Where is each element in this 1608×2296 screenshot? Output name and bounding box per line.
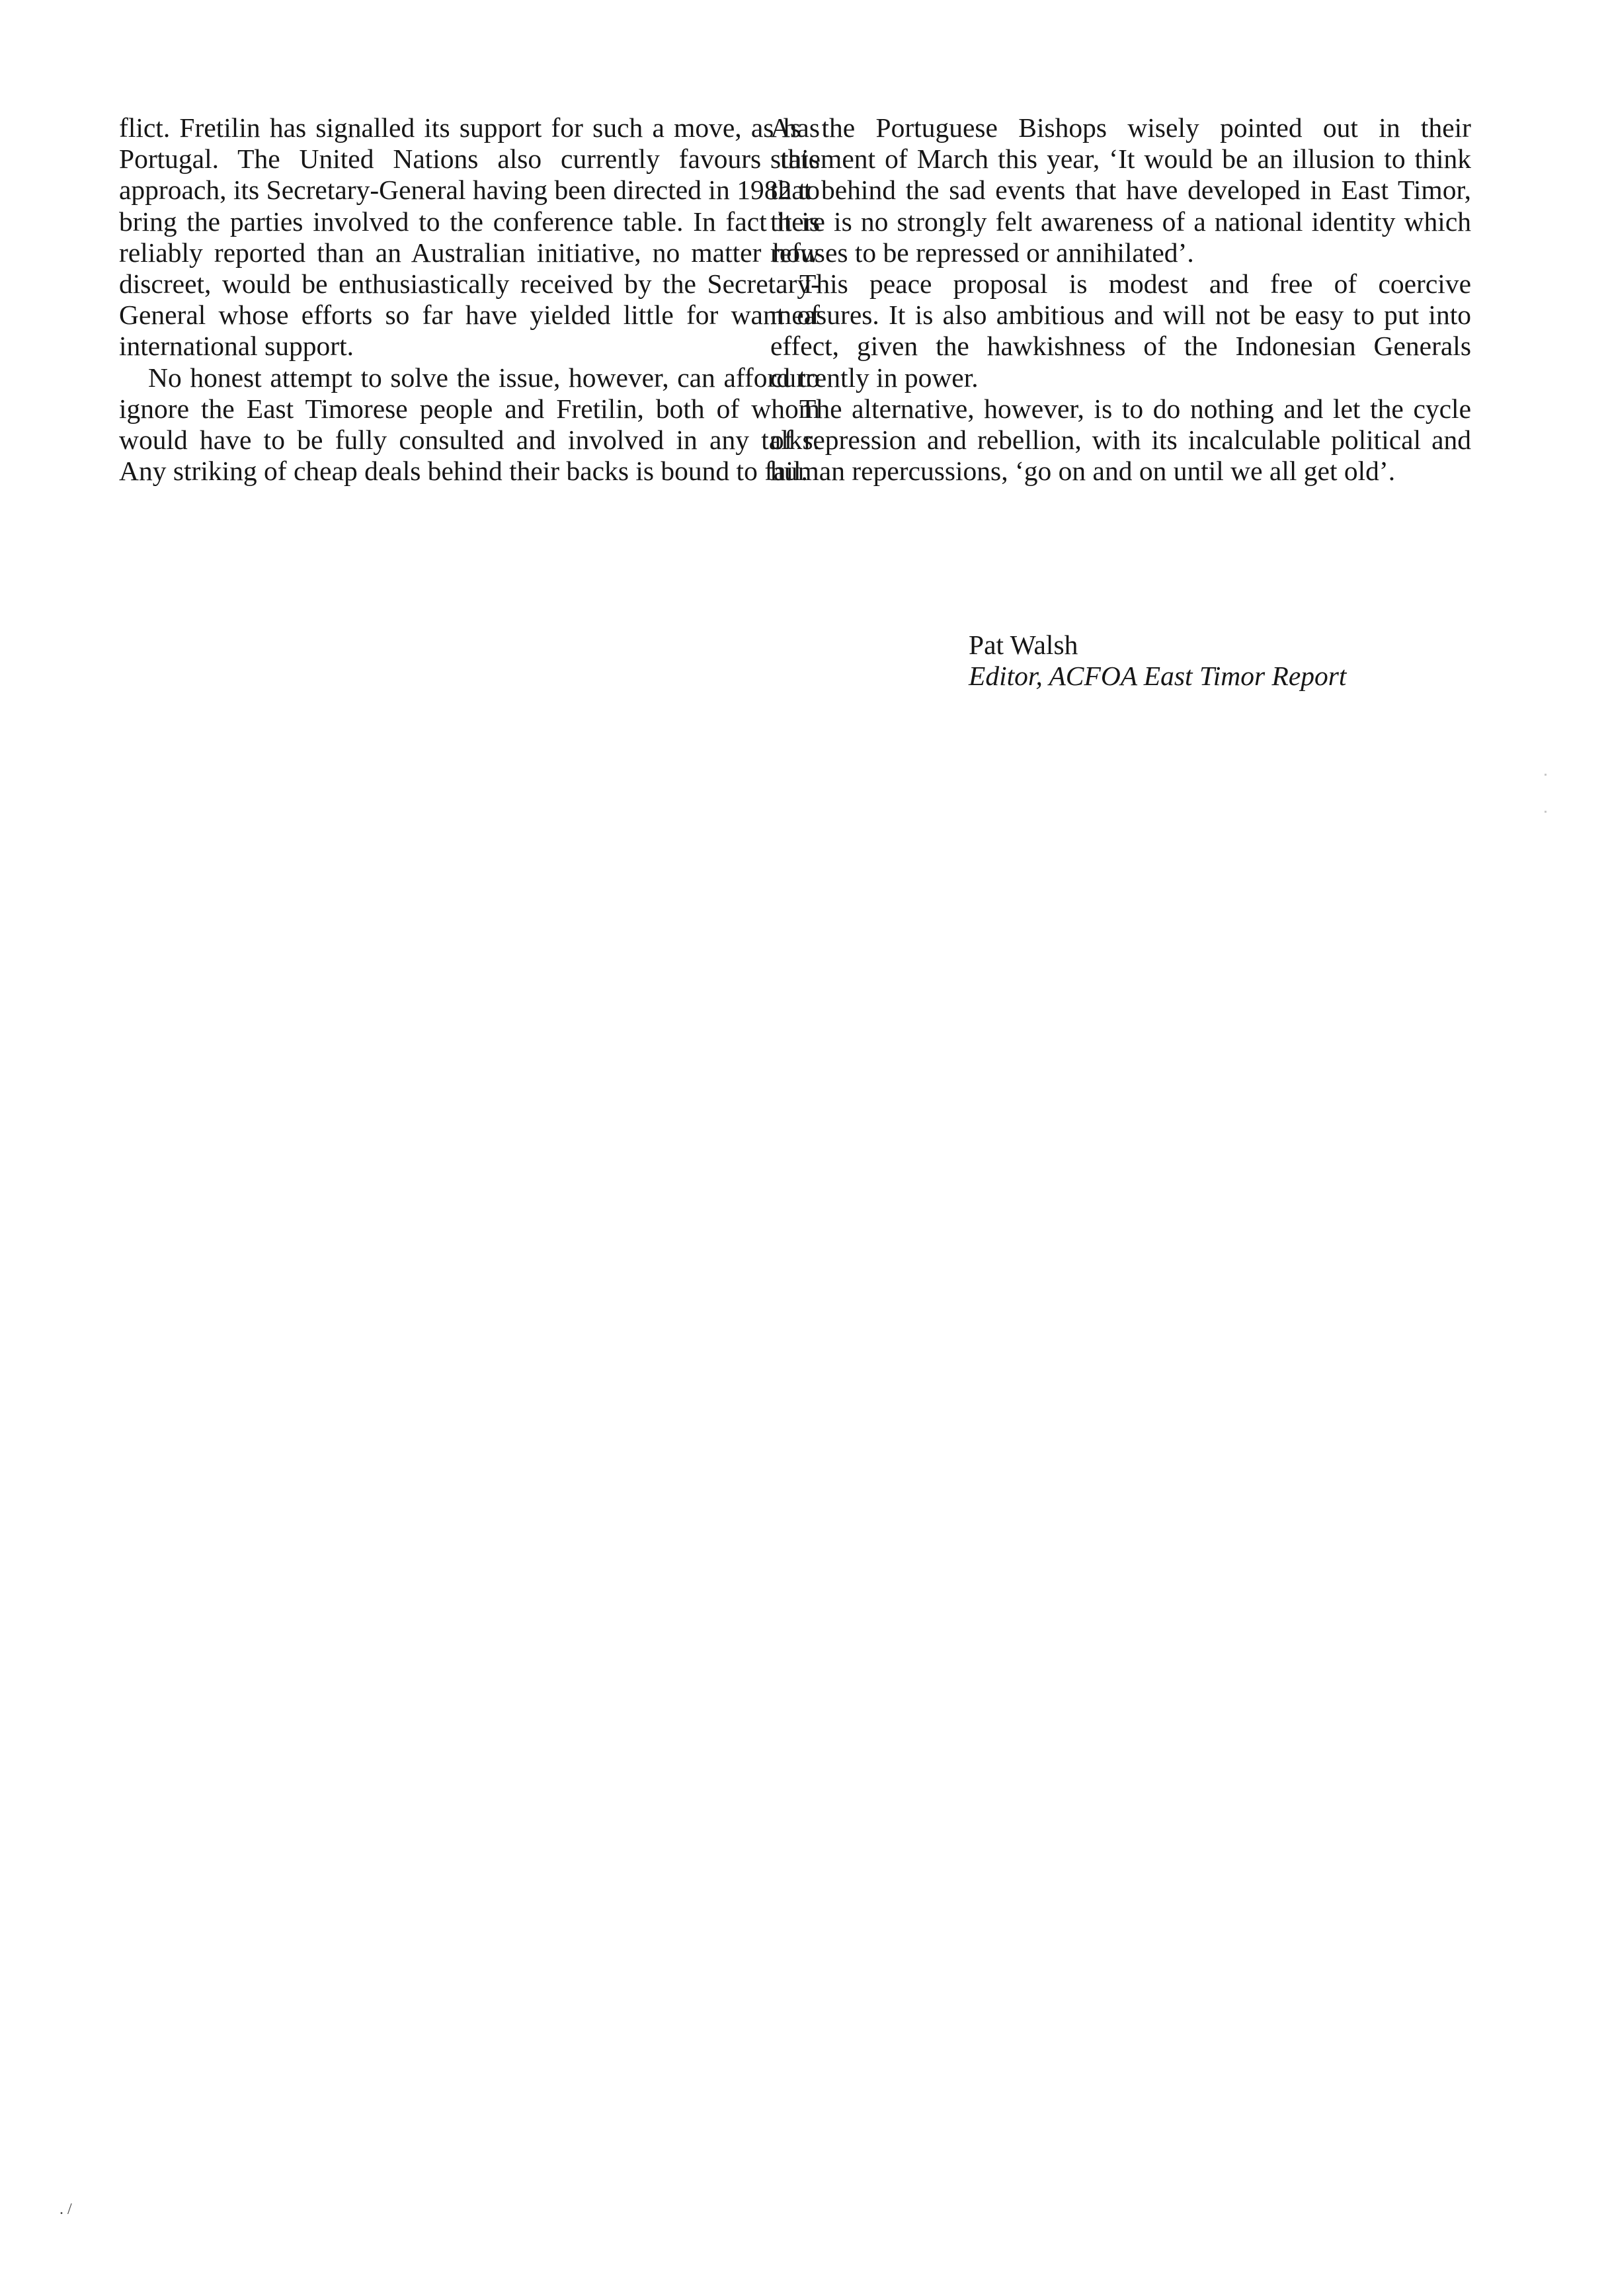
paragraph-left-2: No honest attempt to solve the issue, however, can afford to ignore the East Timorese people and Fretilin, both of whom would have to be fully consulted and involved in any talks. Any striking of cheap deals behind their backs is bound to fail.	[119, 362, 820, 487]
left-text-column	[119, 112, 820, 487]
paragraph-left-1: flict. Fretilin has signalled its support for such a move, as has Portugal. The United Nations also currently favours this approach, its Secretary-General having been directed in 1982 to bring the parties involved to the conference table. In fact it is reliably reported than an Australian initiative, no matter how discreet, would be enthusiastically received by the Secretary- General whose efforts so far have yielded little for want of international support.	[119, 112, 820, 362]
paragraph-right-2: This peace proposal is modest and free of coercive measures. It is also ambitious and will not be easy to put into effect, given the hawkishness of the Indonesian Generals currently in power.	[770, 268, 1471, 393]
signature-role: Editor, ACFOA East Timor Report	[969, 661, 1347, 691]
right-text-column	[770, 112, 1471, 487]
signature-block	[969, 630, 1346, 692]
scan-speck	[1545, 811, 1547, 813]
scan-speck	[1545, 774, 1547, 776]
footer-mark: . /	[60, 2201, 72, 2218]
signature-name: Pat Walsh	[969, 630, 1078, 660]
paragraph-right-1: As the Portuguese Bishops wisely pointed out in their statement of March this year, ‘It would be an illusion to think that behind the sad events that have developed in East Timor, there is no strongly felt awareness of a national identity which refuses to be repressed or annihilated’.	[770, 112, 1471, 268]
paragraph-right-3: The alternative, however, is to do nothing and let the cycle of repression and rebellion, with its incalculable political and human repercussions, ‘go on and on until we all get old’.	[770, 393, 1471, 487]
